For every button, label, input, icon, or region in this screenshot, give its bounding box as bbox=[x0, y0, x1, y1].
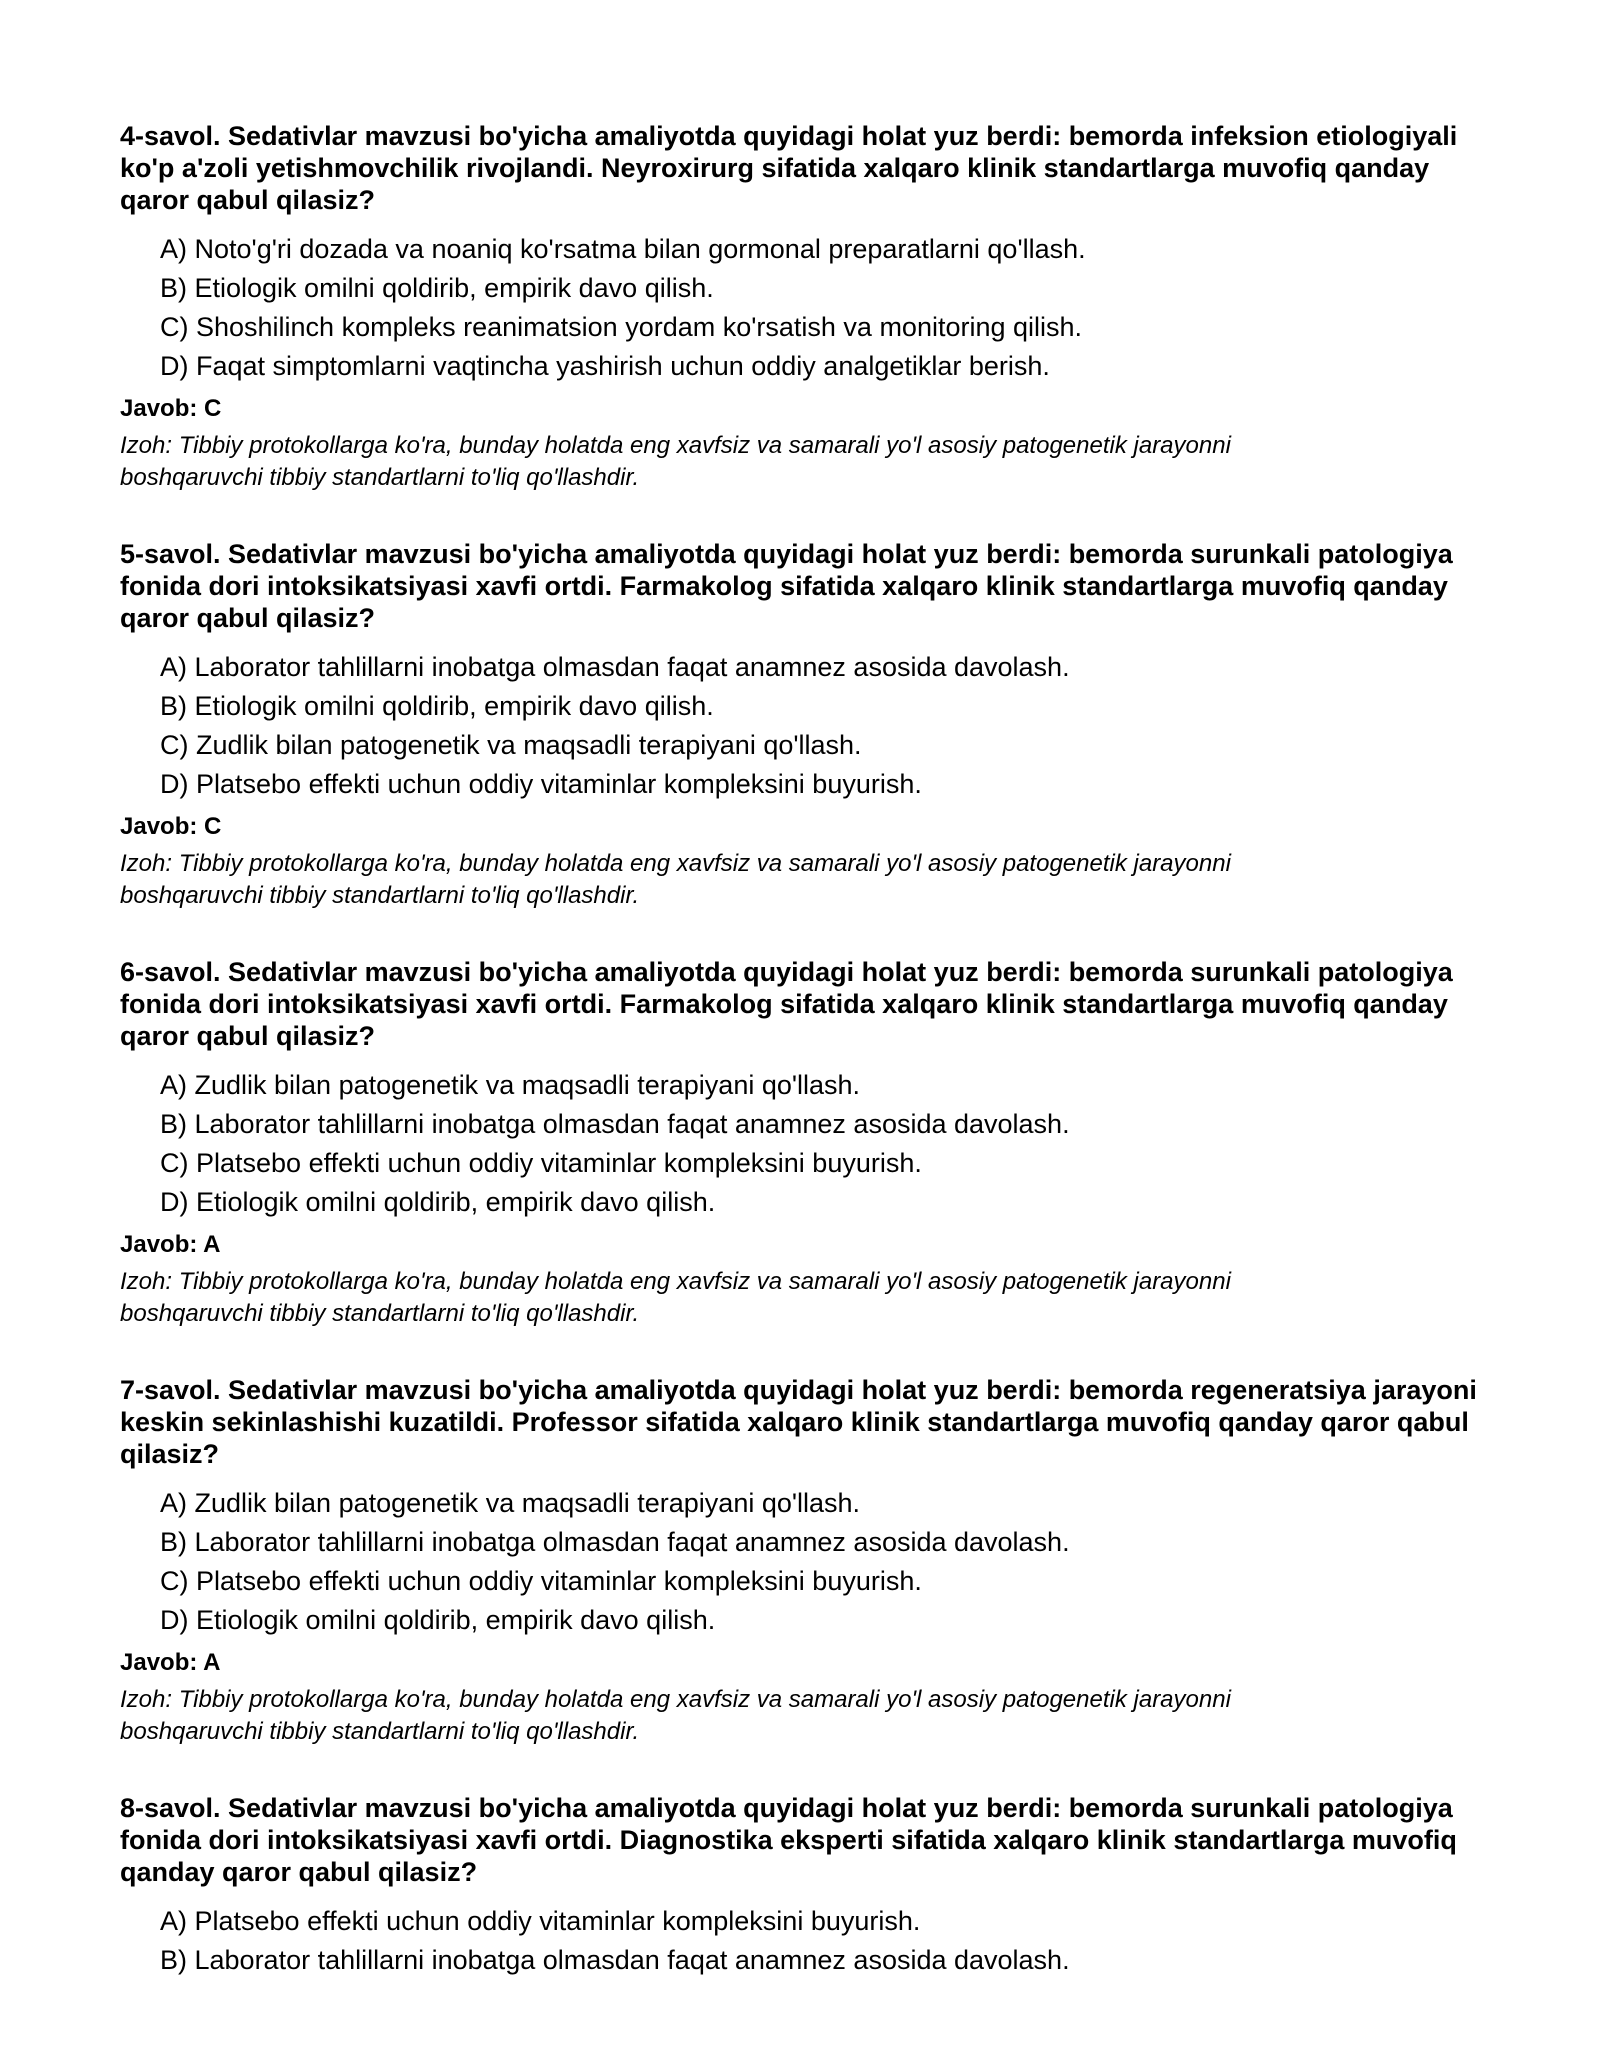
option-d: D) Platsebo effekti uchun oddiy vitaminlar kompleksini buyurish. bbox=[160, 769, 922, 799]
option-b: B) Etiologik omilni qoldirib, empirik davo qilish. bbox=[160, 273, 714, 303]
option-d: D) Etiologik omilni qoldirib, empirik davo qilish. bbox=[160, 1187, 716, 1217]
explanation-text: Izoh: Tibbiy protokollarga ko'ra, bunday holatda eng xavfsiz va samarali yo'l asosiy patogenetik jarayonni boshqaruvchi tibbiy standartlarni to'liq qo'llashdir. bbox=[120, 850, 1231, 909]
explanation-text: Izoh: Tibbiy protokollarga ko'ra, bunday holatda eng xavfsiz va samarali yo'l asosiy patogenetik jarayonni boshqaruvchi tibbiy standartlarni to'liq qo'llashdir. bbox=[120, 1268, 1231, 1327]
explanation-text: Izoh: Tibbiy protokollarga ko'ra, bunday holatda eng xavfsiz va samarali yo'l asosiy patogenetik jarayonni boshqaruvchi tibbiy standartlarni to'liq qo'llashdir. bbox=[120, 1686, 1231, 1745]
question-text: 8-savol. Sedativlar mavzusi bo'yicha amaliyotda quyidagi holat yuz berdi: bemorda surunkali patologiya fonida dori intoksikatsiyasi xavfi ortdi. Diagnostika eksperti sifatida xalqaro klinik standartlarga muvofiq qanday qaror qabul qilasiz? bbox=[120, 1793, 1457, 1887]
options-list bbox=[160, 1484, 1500, 1640]
options-list bbox=[160, 1066, 1500, 1222]
option-b: B) Etiologik omilni qoldirib, empirik davo qilish. bbox=[160, 691, 714, 721]
question-text: 5-savol. Sedativlar mavzusi bo'yicha amaliyotda quyidagi holat yuz berdi: bemorda surunkali patologiya fonida dori intoksikatsiyasi xavfi ortdi. Farmakolog sifatida xalqaro klinik standartlarga muvofiq qanday qaror qabul qilasiz? bbox=[120, 539, 1453, 633]
option-c: C) Platsebo effekti uchun oddiy vitaminlar kompleksini buyurish. bbox=[160, 1148, 922, 1178]
option-c: C) Zudlik bilan patogenetik va maqsadli terapiyani qo'llash. bbox=[160, 730, 862, 760]
options-list bbox=[160, 1902, 1500, 1980]
option-a: A) Zudlik bilan patogenetik va maqsadli terapiyani qo'llash. bbox=[160, 1070, 861, 1100]
question-text: 7-savol. Sedativlar mavzusi bo'yicha amaliyotda quyidagi holat yuz berdi: bemorda regeneratsiya jarayoni keskin sekinlashishi kuzatildi. Professor sifatida xalqaro klinik standartlarga muvofiq qanday qaror qabul qilasiz? bbox=[120, 1375, 1477, 1469]
options-list bbox=[160, 648, 1500, 804]
option-c: C) Shoshilinch kompleks reanimatsion yordam ko'rsatish va monitoring qilish. bbox=[160, 312, 1083, 342]
question-text: 4-savol. Sedativlar mavzusi bo'yicha amaliyotda quyidagi holat yuz berdi: bemorda infeksion etiologiyali ko'p a'zoli yetishmovchilik rivojlandi. Neyroxirurg sifatida xalqaro klinik standartlarga muvofiq qanday qaror qabul qilasiz? bbox=[120, 121, 1458, 215]
option-b: B) Laborator tahlillarni inobatga olmasdan faqat anamnez asosida davolash. bbox=[160, 1527, 1070, 1557]
answer-label: Javob: A bbox=[120, 1649, 221, 1676]
question-block-5 bbox=[120, 538, 1500, 912]
answer-label: Javob: A bbox=[120, 1231, 221, 1258]
options-list bbox=[160, 230, 1500, 386]
question-block-7 bbox=[120, 1374, 1500, 1748]
question-block-8 bbox=[120, 1792, 1500, 1980]
option-c: C) Platsebo effekti uchun oddiy vitaminlar kompleksini buyurish. bbox=[160, 1566, 922, 1596]
option-a: A) Laborator tahlillarni inobatga olmasdan faqat anamnez asosida davolash. bbox=[160, 652, 1070, 682]
option-b: B) Laborator tahlillarni inobatga olmasdan faqat anamnez asosida davolash. bbox=[160, 1109, 1070, 1139]
option-b: B) Laborator tahlillarni inobatga olmasdan faqat anamnez asosida davolash. bbox=[160, 1945, 1070, 1975]
question-block-6 bbox=[120, 956, 1500, 1330]
option-a: A) Zudlik bilan patogenetik va maqsadli terapiyani qo'llash. bbox=[160, 1488, 861, 1518]
answer-label: Javob: C bbox=[120, 395, 222, 422]
question-text: 6-savol. Sedativlar mavzusi bo'yicha amaliyotda quyidagi holat yuz berdi: bemorda surunkali patologiya fonida dori intoksikatsiyasi xavfi ortdi. Farmakolog sifatida xalqaro klinik standartlarga muvofiq qanday qaror qabul qilasiz? bbox=[120, 957, 1453, 1051]
explanation-text: Izoh: Tibbiy protokollarga ko'ra, bunday holatda eng xavfsiz va samarali yo'l asosiy patogenetik jarayonni boshqaruvchi tibbiy standartlarni to'liq qo'llashdir. bbox=[120, 432, 1231, 491]
option-d: D) Etiologik omilni qoldirib, empirik davo qilish. bbox=[160, 1605, 716, 1635]
answer-label: Javob: C bbox=[120, 813, 222, 840]
option-d: D) Faqat simptomlarni vaqtincha yashirish uchun oddiy analgetiklar berish. bbox=[160, 351, 1050, 381]
option-a: A) Noto'g'ri dozada va noaniq ko'rsatma bilan gormonal preparatlarni qo'llash. bbox=[160, 234, 1086, 264]
option-a: A) Platsebo effekti uchun oddiy vitaminlar kompleksini buyurish. bbox=[160, 1906, 921, 1936]
question-block-4 bbox=[120, 120, 1500, 494]
